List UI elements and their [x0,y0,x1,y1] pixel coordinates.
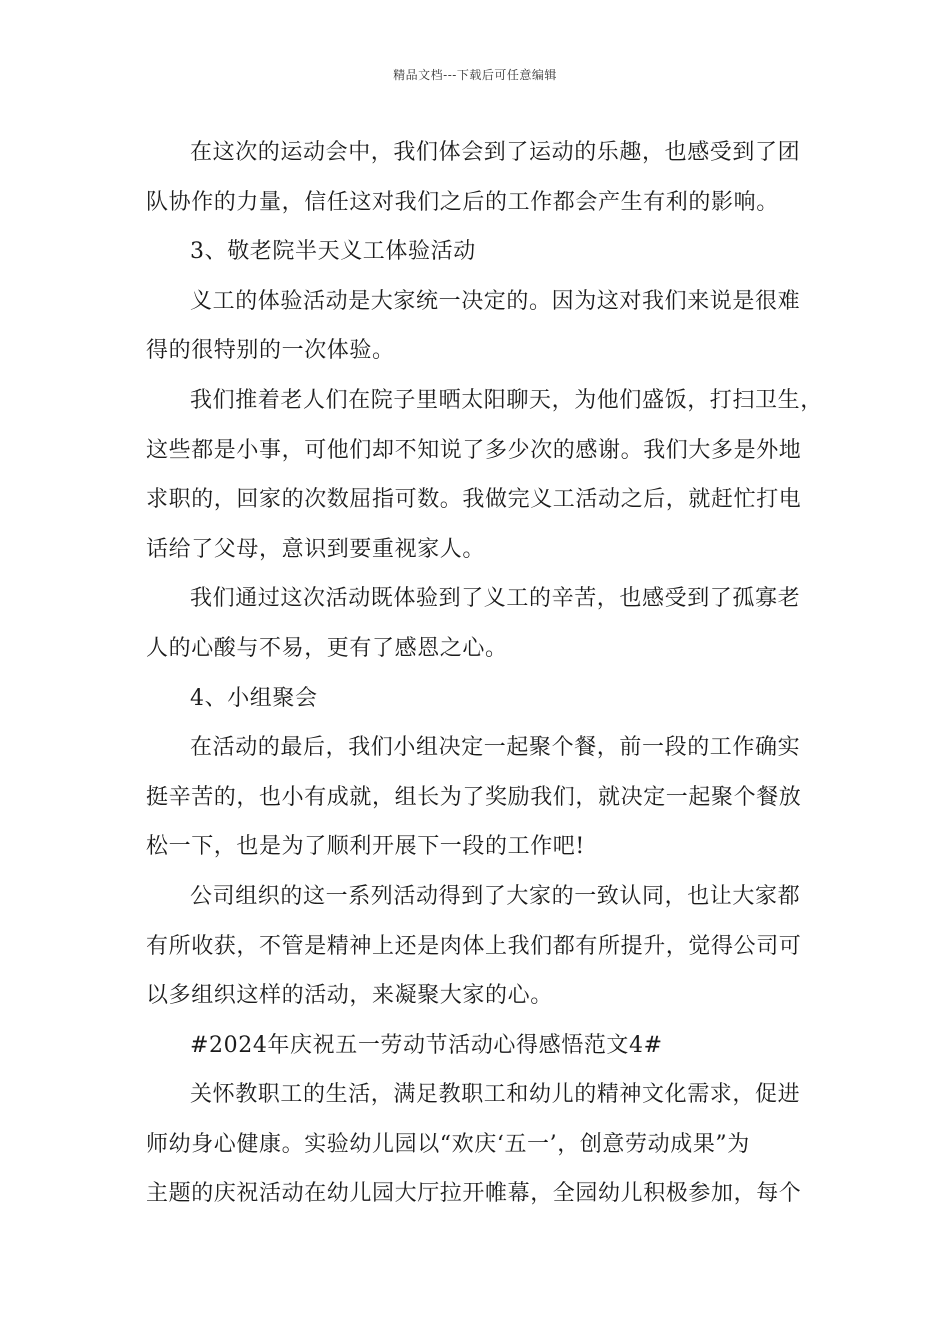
text-line: 主题的庆祝活动在幼儿园大厅拉开帷幕，全园幼儿积极参加，每个 [146,1181,802,1207]
text-line: 在活动的最后，我们小组决定一起聚个餐，前一段的工作确实 [190,735,801,761]
text-line: 4、小组聚会 [190,685,318,711]
text-line: 在这次的运动会中，我们体会到了运动的乐趣，也感受到了团 [190,140,801,165]
text-line: 求职的，回家的次数屈指可数。我做完义工活动之后，就赶忙打电 [146,487,802,513]
text-line: 3、敬老院半天义工体验活动 [190,239,476,265]
text-line: 我们推着老人们在院子里晒太阳聊天，为他们盛饭，打扫卫生， [190,387,823,413]
page-header: 精品文档---下载后可任意编辑 [393,68,557,82]
text-line: 得的很特别的一次体验。 [146,338,395,364]
text-line: 话给了父母，意识到要重视家人。 [146,536,486,562]
article-title [146,1021,808,1071]
paragraph-1 [146,128,808,227]
section-heading-3 [146,227,808,277]
section-heading-4 [146,674,808,724]
paragraph-5 [146,723,808,872]
paragraph-3 [146,376,823,574]
paragraph-2 [146,277,808,376]
paragraph-7 [146,1070,808,1219]
text-line: 人的心酸与不易，更有了感恩之心。 [146,635,508,661]
text-line: 公司组织的这一系列活动得到了大家的一致认同，也让大家都 [190,883,801,909]
document-body [146,128,823,1219]
paragraph-6 [146,872,808,1021]
text-line: 队协作的力量，信任这对我们之后的工作都会产生有利的影响。 [146,189,779,215]
text-line: 以多组织这样的活动，来凝聚大家的心。 [146,983,553,1009]
text-line: 挺辛苦的，也小有成就，组长为了奖励我们，就决定一起聚个餐放 [146,784,802,810]
text-line: #2024年庆祝五一劳动节活动心得感悟范文4# [190,1032,663,1058]
text-line: 这些都是小事，可他们却不知说了多少次的感谢。我们大多是外地 [146,437,802,463]
text-line: 关怀教职工的生活，满足教职工和幼儿的精神文化需求，促进 [190,1082,801,1108]
text-line: 义工的体验活动是大家统一决定的。因为这对我们来说是很难 [190,288,801,314]
text-line: 有所收获，不管是精神上还是肉体上我们都有所提升，觉得公司可 [146,933,802,959]
text-line: 师幼身心健康。实验幼儿园以“欢庆‘五一’，创意劳动成果”为 [146,1131,750,1157]
paragraph-4 [146,574,808,673]
text-line: 松一下，也是为了顺利开展下一段的工作吧! [146,834,585,860]
text-line: 我们通过这次活动既体验到了义工的辛苦，也感受到了孤寡老 [190,586,801,612]
